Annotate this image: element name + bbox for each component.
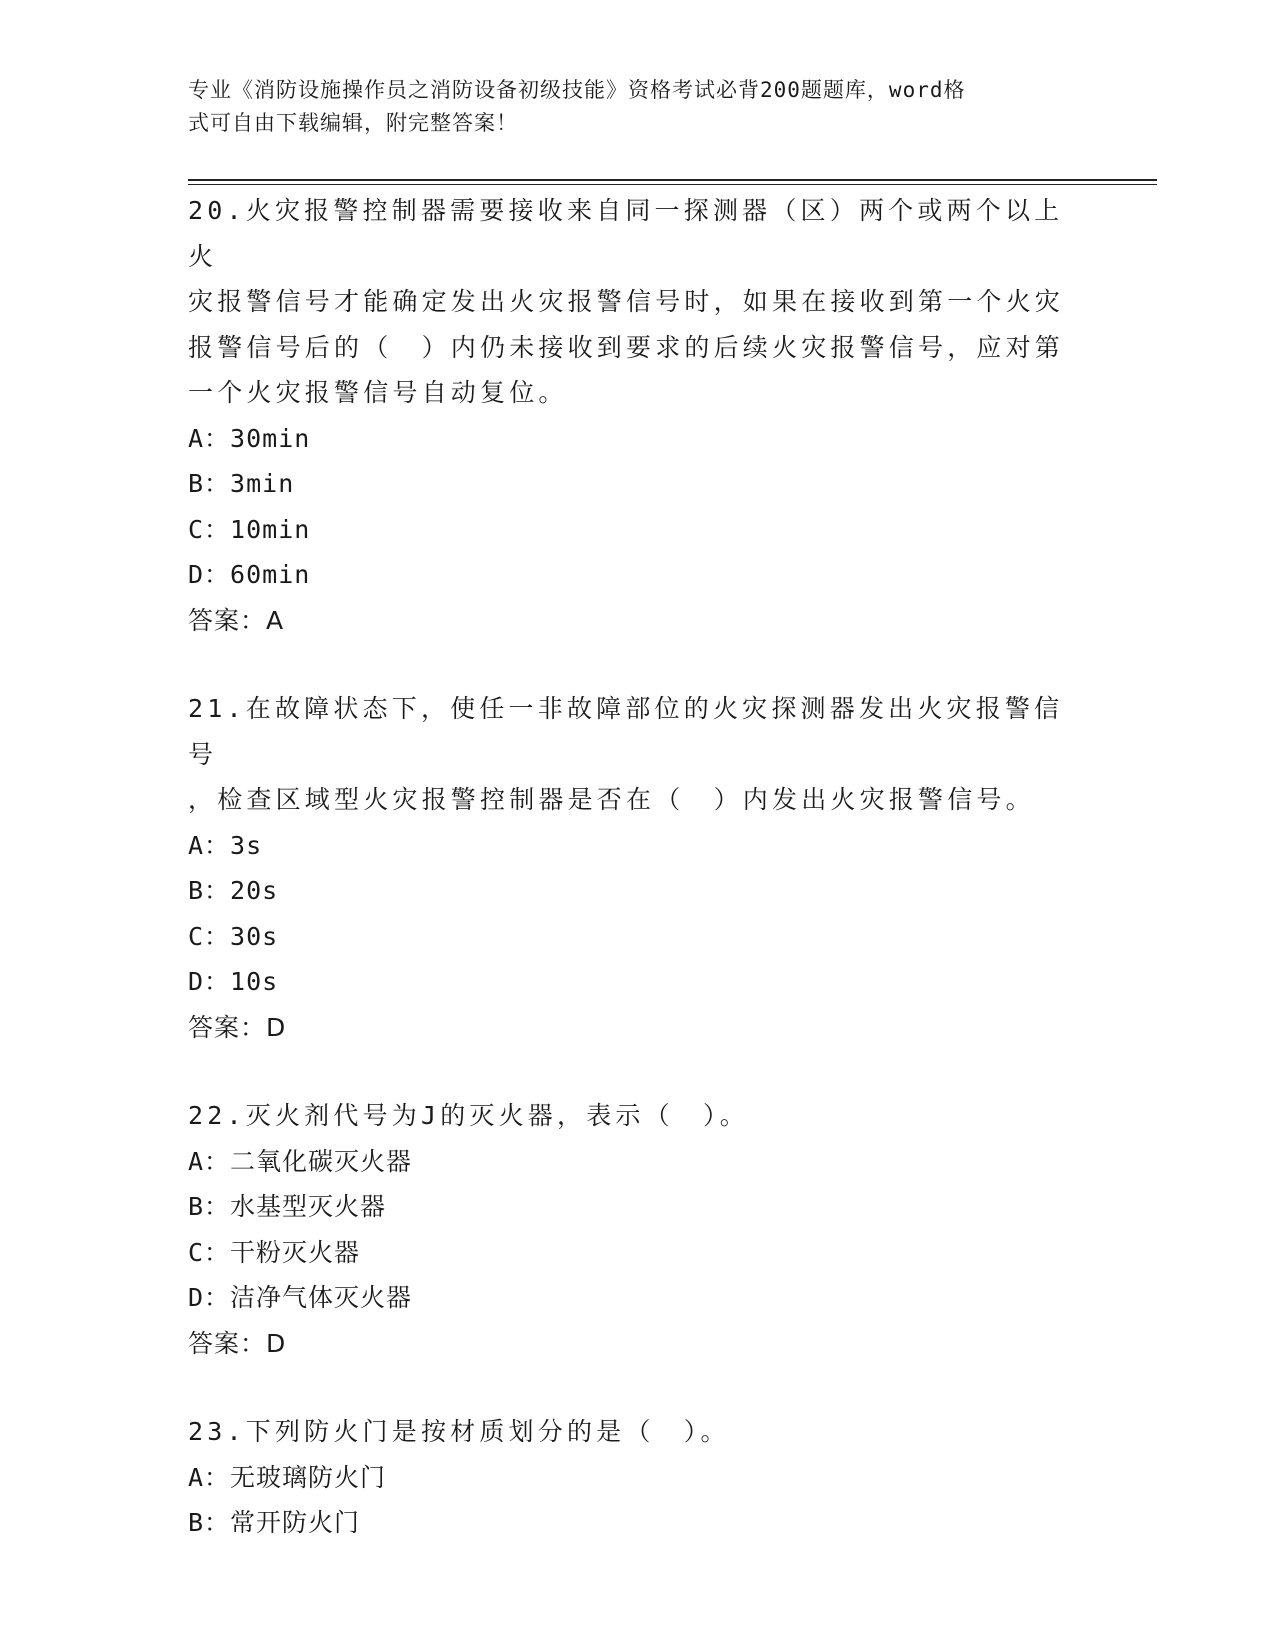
header-rule-thin [188,184,1157,185]
header-line-2: 式可自由下载编辑，附完整答案！ [188,111,518,135]
question-20 [188,188,1088,643]
stem-line: 20.火灾报警控制器需要接收来自同一探测器（区）两个或两个以上火 [188,196,1064,271]
option-b: B：20s [188,876,279,905]
answer-line: 答案：A [188,605,285,635]
option-b: B：常开防火门 [188,1508,361,1537]
option-a: A：3s [188,830,263,860]
option-b: B：3min [188,469,295,498]
question-stem [188,686,1078,823]
stem-line: ，检查区域型火灾报警控制器是否在（ ）内发出火灾报警信号。 [188,785,1035,814]
document-header [188,74,1068,140]
header-line-1: 专业《消防设施操作员之消防设备初级技能》资格考试必背200题题库，word格 [188,78,966,102]
option-a: A：二氧化碳灭火器 [188,1146,413,1176]
option-d: D：60min [188,560,311,589]
stem-line: 22.灭火剂代号为J的灭火器，表示（ ）。 [188,1101,749,1130]
option-c: C：30s [188,921,279,951]
question-spacer [188,643,1088,686]
question-23 [188,1409,1088,1546]
answer-line: 答案：D [188,1012,287,1042]
option-a: A：无玻璃防火门 [188,1462,387,1492]
question-22 [188,1093,1088,1366]
stem-line: 报警信号后的（ ）内仍未接收到要求的后续火灾报警信号，应对第 [188,332,1065,362]
option-d: D：洁净气体灭火器 [188,1283,413,1312]
question-list [188,188,1088,1546]
option-c: C：10min [188,514,311,544]
answer-line: 答案：D [188,1328,287,1358]
header-rule-thick [188,179,1157,181]
option-d: D：10s [188,967,279,996]
option-a: A：30min [188,423,311,453]
stem-line: 灾报警信号才能确定发出火灾报警信号时，如果在接收到第一个火灾 [188,287,1065,316]
question-spacer [188,1366,1088,1409]
stem-line: 23.下列防火门是按材质划分的是（ ）。 [188,1417,730,1446]
stem-line: 21.在故障状态下，使任一非故障部位的火灾探测器发出火灾报警信号 [188,694,1064,769]
question-stem [188,1093,1078,1139]
stem-line: 一个火灾报警信号自动复位。 [188,378,568,407]
question-stem [188,188,1078,416]
option-b: B：水基型灭火器 [188,1192,387,1221]
question-21 [188,686,1088,1050]
question-spacer [188,1050,1088,1093]
question-stem [188,1409,1078,1455]
option-c: C：干粉灭火器 [188,1237,361,1267]
